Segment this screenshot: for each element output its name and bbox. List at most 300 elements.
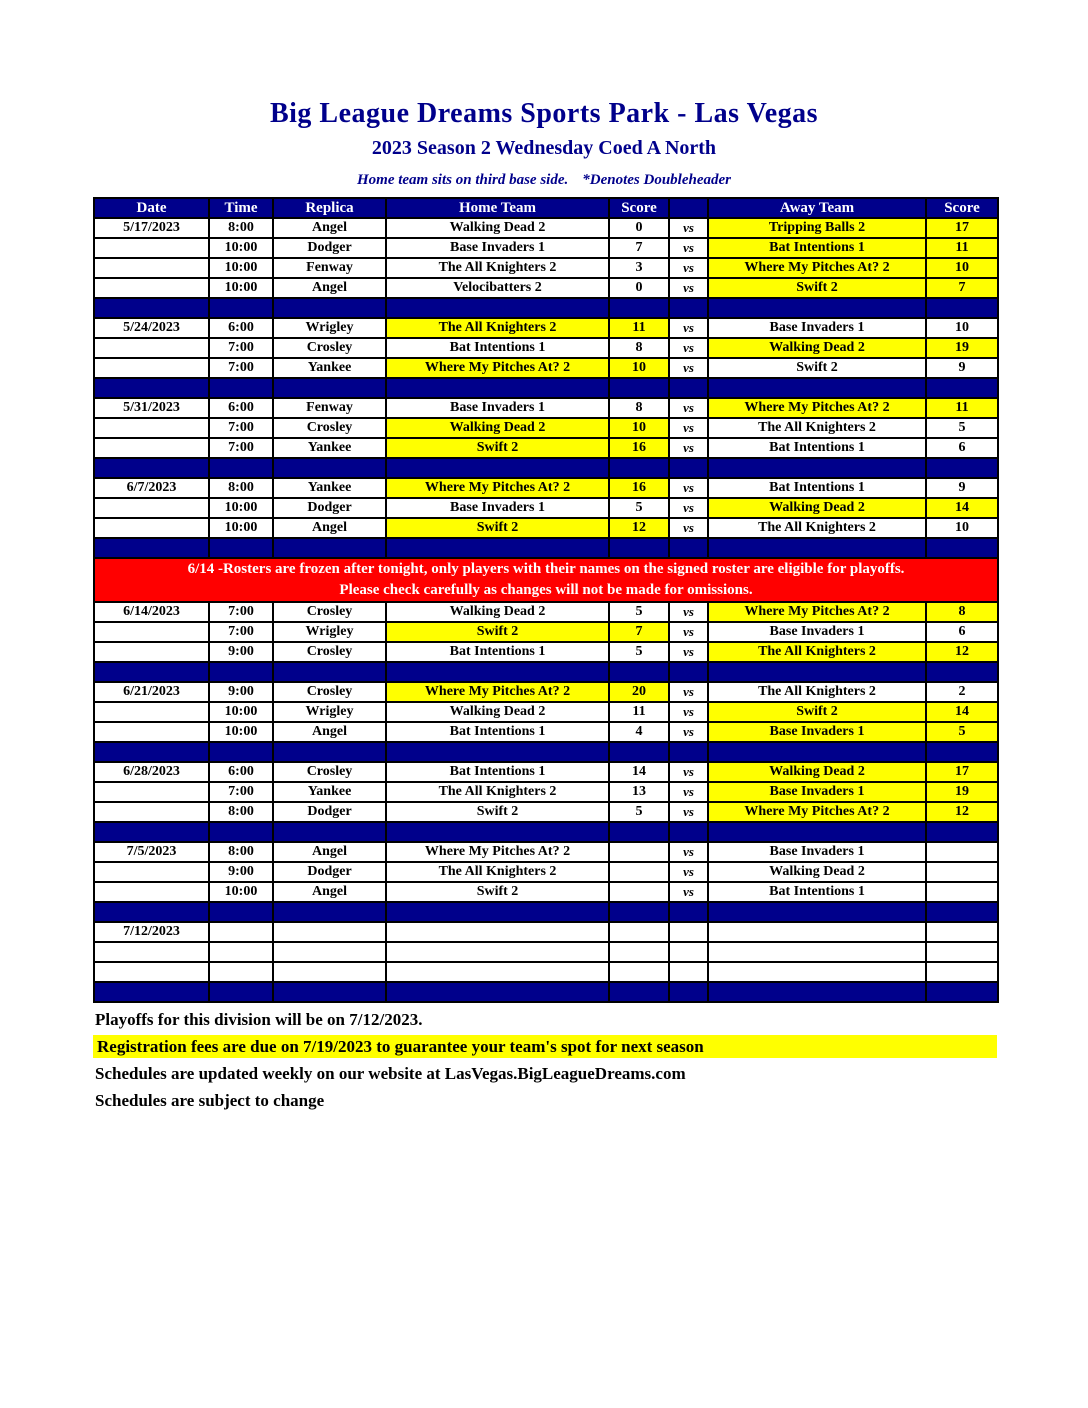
home-team-cell: Bat Intentions 1 xyxy=(386,762,609,782)
replica-cell: Yankee xyxy=(273,358,386,378)
away-team-cell: Where My Pitches At? 2 xyxy=(708,258,926,278)
replica-cell: Wrigley xyxy=(273,622,386,642)
time-cell: 7:00 xyxy=(209,782,273,802)
schedule-body xyxy=(94,218,998,1002)
vs-cell xyxy=(669,962,708,982)
home-team-cell: Base Invaders 1 xyxy=(386,398,609,418)
date-cell xyxy=(94,782,209,802)
replica-cell: Yankee xyxy=(273,478,386,498)
away-team-cell: Bat Intentions 1 xyxy=(708,882,926,902)
away-team-cell: The All Knighters 2 xyxy=(708,682,926,702)
away-score-cell: 10 xyxy=(926,318,998,338)
separator-cell xyxy=(708,982,926,1002)
away-team-cell: Walking Dead 2 xyxy=(708,762,926,782)
home-score-cell: 5 xyxy=(609,602,669,622)
separator-cell xyxy=(94,298,209,318)
game-row xyxy=(94,682,998,702)
separator-cell xyxy=(273,982,386,1002)
replica-cell: Wrigley xyxy=(273,318,386,338)
game-row xyxy=(94,338,998,358)
website-note: Schedules are updated weekly on our website at LasVegas.BigLeagueDreams.com xyxy=(95,1064,686,1083)
separator-cell xyxy=(926,902,998,922)
separator-cell xyxy=(386,538,609,558)
home-score-cell xyxy=(609,962,669,982)
separator-row xyxy=(94,982,998,1002)
vs-cell: vs xyxy=(669,862,708,882)
away-score-cell: 5 xyxy=(926,418,998,438)
separator-cell xyxy=(386,662,609,682)
away-score-cell xyxy=(926,882,998,902)
vs-cell: vs xyxy=(669,762,708,782)
away-score-cell: 9 xyxy=(926,478,998,498)
home-team-cell: Walking Dead 2 xyxy=(386,702,609,722)
separator-cell xyxy=(94,458,209,478)
away-score-cell: 6 xyxy=(926,438,998,458)
away-team-cell: Swift 2 xyxy=(708,702,926,722)
home-team-cell: Swift 2 xyxy=(386,518,609,538)
date-cell: 6/21/2023 xyxy=(94,682,209,702)
separator-cell xyxy=(273,378,386,398)
date-cell xyxy=(94,802,209,822)
home-team-cell: Swift 2 xyxy=(386,622,609,642)
separator-cell xyxy=(609,458,669,478)
home-score-cell: 16 xyxy=(609,438,669,458)
vs-cell: vs xyxy=(669,498,708,518)
date-cell: 6/14/2023 xyxy=(94,602,209,622)
separator-cell xyxy=(273,538,386,558)
separator-cell xyxy=(94,982,209,1002)
vs-cell: vs xyxy=(669,682,708,702)
replica-cell: Fenway xyxy=(273,398,386,418)
separator-cell xyxy=(94,378,209,398)
away-team-cell: Bat Intentions 1 xyxy=(708,238,926,258)
header-row xyxy=(94,198,998,218)
separator-cell xyxy=(669,378,708,398)
separator-cell xyxy=(273,902,386,922)
home-team-cell: The All Knighters 2 xyxy=(386,782,609,802)
date-cell xyxy=(94,338,209,358)
game-row xyxy=(94,498,998,518)
away-team-cell: Base Invaders 1 xyxy=(708,722,926,742)
game-row xyxy=(94,782,998,802)
date-cell xyxy=(94,642,209,662)
separator-cell xyxy=(209,822,273,842)
schedule-table xyxy=(93,197,999,1003)
away-team-cell: The All Knighters 2 xyxy=(708,518,926,538)
away-score-cell: 14 xyxy=(926,498,998,518)
home-team-cell: Swift 2 xyxy=(386,882,609,902)
home-score-cell xyxy=(609,862,669,882)
away-team-cell: Walking Dead 2 xyxy=(708,498,926,518)
away-score-cell: 11 xyxy=(926,238,998,258)
home-score-cell: 5 xyxy=(609,642,669,662)
separator-cell xyxy=(669,662,708,682)
away-score-cell: 11 xyxy=(926,398,998,418)
away-team-cell: Walking Dead 2 xyxy=(708,338,926,358)
vs-cell: vs xyxy=(669,642,708,662)
replica-cell xyxy=(273,922,386,942)
time-cell: 6:00 xyxy=(209,762,273,782)
game-row xyxy=(94,702,998,722)
separator-cell xyxy=(708,538,926,558)
separator-cell xyxy=(926,378,998,398)
away-score-cell: 10 xyxy=(926,258,998,278)
separator-cell xyxy=(708,662,926,682)
home-team-cell: The All Knighters 2 xyxy=(386,258,609,278)
date-cell: 5/24/2023 xyxy=(94,318,209,338)
replica-cell: Angel xyxy=(273,882,386,902)
game-row xyxy=(94,518,998,538)
separator-row xyxy=(94,378,998,398)
away-team-cell: Bat Intentions 1 xyxy=(708,438,926,458)
separator-row xyxy=(94,742,998,762)
away-team-cell: Base Invaders 1 xyxy=(708,782,926,802)
separator-cell xyxy=(94,662,209,682)
vs-cell: vs xyxy=(669,438,708,458)
home-score-cell: 14 xyxy=(609,762,669,782)
away-team-cell: Base Invaders 1 xyxy=(708,318,926,338)
home-team-cell: Where My Pitches At? 2 xyxy=(386,358,609,378)
column-header-away-score: Score xyxy=(926,198,998,218)
date-cell xyxy=(94,358,209,378)
away-score-cell: 7 xyxy=(926,278,998,298)
vs-cell: vs xyxy=(669,518,708,538)
home-team-cell: Bat Intentions 1 xyxy=(386,642,609,662)
replica-cell: Crosley xyxy=(273,418,386,438)
home-score-cell: 16 xyxy=(609,478,669,498)
game-row xyxy=(94,722,998,742)
time-cell: 10:00 xyxy=(209,238,273,258)
separator-cell xyxy=(609,538,669,558)
time-cell: 8:00 xyxy=(209,802,273,822)
game-row xyxy=(94,258,998,278)
column-header-home-team: Home Team xyxy=(386,198,609,218)
home-team-cell: The All Knighters 2 xyxy=(386,318,609,338)
date-cell xyxy=(94,438,209,458)
home-score-cell: 12 xyxy=(609,518,669,538)
time-cell: 10:00 xyxy=(209,702,273,722)
separator-cell xyxy=(609,378,669,398)
time-cell: 10:00 xyxy=(209,882,273,902)
away-team-cell: The All Knighters 2 xyxy=(708,418,926,438)
time-cell: 8:00 xyxy=(209,218,273,238)
home-team-cell: Where My Pitches At? 2 xyxy=(386,682,609,702)
home-score-cell: 8 xyxy=(609,398,669,418)
playoffs-note: Playoffs for this division will be on 7/12/2023. xyxy=(95,1010,423,1029)
replica-cell: Angel xyxy=(273,842,386,862)
replica-cell: Crosley xyxy=(273,602,386,622)
separator-cell xyxy=(669,538,708,558)
replica-cell xyxy=(273,962,386,982)
date-cell xyxy=(94,518,209,538)
time-cell: 8:00 xyxy=(209,478,273,498)
replica-cell: Dodger xyxy=(273,498,386,518)
page-subtitle: 2023 Season 2 Wednesday Coed A North xyxy=(371,137,717,159)
time-cell: 10:00 xyxy=(209,498,273,518)
home-team-cell xyxy=(386,962,609,982)
home-team-cell: Bat Intentions 1 xyxy=(386,338,609,358)
vs-cell: vs xyxy=(669,882,708,902)
home-score-cell: 3 xyxy=(609,258,669,278)
separator-row xyxy=(94,298,998,318)
time-cell: 10:00 xyxy=(209,722,273,742)
column-header-home-score: Score xyxy=(609,198,669,218)
separator-cell xyxy=(386,298,609,318)
away-team-cell xyxy=(708,962,926,982)
game-row xyxy=(94,922,998,942)
date-cell: 6/28/2023 xyxy=(94,762,209,782)
game-row xyxy=(94,278,998,298)
time-cell: 9:00 xyxy=(209,862,273,882)
home-score-cell xyxy=(609,942,669,962)
home-team-cell: The All Knighters 2 xyxy=(386,862,609,882)
separator-cell xyxy=(708,378,926,398)
replica-cell: Yankee xyxy=(273,782,386,802)
separator-cell xyxy=(609,742,669,762)
separator-row xyxy=(94,902,998,922)
date-cell xyxy=(94,722,209,742)
page-title: Big League Dreams Sports Park - Las Vegas xyxy=(269,98,819,129)
separator-cell xyxy=(386,458,609,478)
home-team-cell: Bat Intentions 1 xyxy=(386,722,609,742)
date-cell xyxy=(94,882,209,902)
game-row xyxy=(94,622,998,642)
column-header-vs xyxy=(669,198,708,218)
replica-cell: Crosley xyxy=(273,682,386,702)
separator-cell xyxy=(209,378,273,398)
game-row xyxy=(94,642,998,662)
replica-cell: Angel xyxy=(273,218,386,238)
time-cell: 10:00 xyxy=(209,278,273,298)
home-score-cell: 20 xyxy=(609,682,669,702)
replica-cell: Angel xyxy=(273,518,386,538)
home-score-cell: 10 xyxy=(609,358,669,378)
home-score-cell: 7 xyxy=(609,238,669,258)
away-score-cell: 17 xyxy=(926,218,998,238)
time-cell: 7:00 xyxy=(209,438,273,458)
time-cell: 7:00 xyxy=(209,418,273,438)
home-team-cell: Swift 2 xyxy=(386,802,609,822)
home-score-cell: 0 xyxy=(609,278,669,298)
home-score-cell: 4 xyxy=(609,722,669,742)
replica-cell: Fenway xyxy=(273,258,386,278)
vs-cell: vs xyxy=(669,258,708,278)
game-row xyxy=(94,862,998,882)
separator-cell xyxy=(386,902,609,922)
away-score-cell xyxy=(926,842,998,862)
separator-cell xyxy=(926,982,998,1002)
home-score-cell: 8 xyxy=(609,338,669,358)
away-score-cell xyxy=(926,862,998,882)
date-cell: 5/17/2023 xyxy=(94,218,209,238)
game-row xyxy=(94,398,998,418)
replica-cell: Dodger xyxy=(273,862,386,882)
separator-cell xyxy=(209,662,273,682)
date-cell xyxy=(94,278,209,298)
separator-cell xyxy=(386,742,609,762)
away-team-cell xyxy=(708,942,926,962)
date-cell: 6/7/2023 xyxy=(94,478,209,498)
vs-cell: vs xyxy=(669,622,708,642)
date-cell xyxy=(94,702,209,722)
game-row xyxy=(94,882,998,902)
time-cell: 9:00 xyxy=(209,642,273,662)
game-row xyxy=(94,238,998,258)
away-team-cell: Tripping Balls 2 xyxy=(708,218,926,238)
column-header-date: Date xyxy=(94,198,209,218)
time-cell: 6:00 xyxy=(209,318,273,338)
vs-cell: vs xyxy=(669,418,708,438)
separator-cell xyxy=(209,982,273,1002)
away-score-cell: 9 xyxy=(926,358,998,378)
separator-cell xyxy=(209,458,273,478)
replica-cell: Dodger xyxy=(273,238,386,258)
home-team-cell: Base Invaders 1 xyxy=(386,498,609,518)
separator-cell xyxy=(708,742,926,762)
home-team-cell: Walking Dead 2 xyxy=(386,218,609,238)
separator-cell xyxy=(708,902,926,922)
separator-cell xyxy=(94,902,209,922)
vs-cell xyxy=(669,942,708,962)
date-cell xyxy=(94,862,209,882)
separator-cell xyxy=(669,298,708,318)
date-cell: 7/5/2023 xyxy=(94,842,209,862)
separator-cell xyxy=(273,458,386,478)
date-cell xyxy=(94,622,209,642)
separator-row xyxy=(94,538,998,558)
away-score-cell: 2 xyxy=(926,682,998,702)
separator-cell xyxy=(386,982,609,1002)
away-score-cell: 19 xyxy=(926,782,998,802)
away-team-cell xyxy=(708,922,926,942)
game-row xyxy=(94,802,998,822)
date-cell xyxy=(94,942,209,962)
separator-cell xyxy=(386,378,609,398)
home-team-cell: Base Invaders 1 xyxy=(386,238,609,258)
home-score-cell: 5 xyxy=(609,802,669,822)
away-team-cell: Where My Pitches At? 2 xyxy=(708,398,926,418)
date-cell xyxy=(94,258,209,278)
date-cell: 5/31/2023 xyxy=(94,398,209,418)
roster-freeze-banner xyxy=(94,558,998,602)
away-score-cell: 17 xyxy=(926,762,998,782)
vs-cell: vs xyxy=(669,238,708,258)
home-team-note-left: Home team sits on third base side. xyxy=(356,172,569,188)
vs-cell: vs xyxy=(669,842,708,862)
away-score-cell: 10 xyxy=(926,518,998,538)
replica-cell: Dodger xyxy=(273,802,386,822)
banner-line: Please check carefully as changes will not be made for omissions. xyxy=(339,582,753,598)
home-score-cell: 11 xyxy=(609,318,669,338)
separator-cell xyxy=(209,538,273,558)
time-cell: 10:00 xyxy=(209,518,273,538)
separator-cell xyxy=(609,822,669,842)
game-row xyxy=(94,218,998,238)
home-score-cell: 11 xyxy=(609,702,669,722)
separator-cell xyxy=(273,662,386,682)
away-score-cell xyxy=(926,962,998,982)
separator-cell xyxy=(669,982,708,1002)
replica-cell: Yankee xyxy=(273,438,386,458)
home-team-cell xyxy=(386,942,609,962)
vs-cell: vs xyxy=(669,478,708,498)
column-header-away-team: Away Team xyxy=(708,198,926,218)
vs-cell xyxy=(669,922,708,942)
home-score-cell xyxy=(609,842,669,862)
vs-cell: vs xyxy=(669,602,708,622)
replica-cell: Angel xyxy=(273,278,386,298)
time-cell: 6:00 xyxy=(209,398,273,418)
separator-cell xyxy=(209,902,273,922)
separator-cell xyxy=(669,458,708,478)
away-score-cell xyxy=(926,922,998,942)
banner-row xyxy=(94,558,998,602)
away-team-cell: Base Invaders 1 xyxy=(708,842,926,862)
home-team-cell: Where My Pitches At? 2 xyxy=(386,478,609,498)
column-header-replica: Replica xyxy=(273,198,386,218)
time-cell: 7:00 xyxy=(209,338,273,358)
date-cell: 7/12/2023 xyxy=(94,922,209,942)
game-row xyxy=(94,478,998,498)
game-row xyxy=(94,762,998,782)
separator-cell xyxy=(926,538,998,558)
away-team-cell: Where My Pitches At? 2 xyxy=(708,802,926,822)
away-score-cell: 12 xyxy=(926,802,998,822)
away-team-cell: Where My Pitches At? 2 xyxy=(708,602,926,622)
separator-cell xyxy=(273,298,386,318)
home-score-cell xyxy=(609,882,669,902)
separator-cell xyxy=(609,298,669,318)
separator-row xyxy=(94,822,998,842)
replica-cell: Crosley xyxy=(273,642,386,662)
date-cell xyxy=(94,498,209,518)
separator-cell xyxy=(669,822,708,842)
home-team-cell: Velocibatters 2 xyxy=(386,278,609,298)
separator-cell xyxy=(609,902,669,922)
vs-cell: vs xyxy=(669,702,708,722)
vs-cell: vs xyxy=(669,318,708,338)
time-cell: 9:00 xyxy=(209,682,273,702)
time-cell: 7:00 xyxy=(209,622,273,642)
away-score-cell: 14 xyxy=(926,702,998,722)
time-cell xyxy=(209,962,273,982)
separator-row xyxy=(94,662,998,682)
time-cell xyxy=(209,922,273,942)
home-score-cell: 7 xyxy=(609,622,669,642)
home-team-cell: Swift 2 xyxy=(386,438,609,458)
away-score-cell xyxy=(926,942,998,962)
away-team-cell: Swift 2 xyxy=(708,358,926,378)
away-team-cell: The All Knighters 2 xyxy=(708,642,926,662)
game-row xyxy=(94,962,998,982)
separator-cell xyxy=(708,458,926,478)
separator-cell xyxy=(669,742,708,762)
separator-cell xyxy=(926,662,998,682)
separator-cell xyxy=(669,902,708,922)
date-cell xyxy=(94,418,209,438)
home-team-cell: Walking Dead 2 xyxy=(386,602,609,622)
home-team-cell: Walking Dead 2 xyxy=(386,418,609,438)
separator-cell xyxy=(273,822,386,842)
separator-cell xyxy=(926,742,998,762)
away-score-cell: 6 xyxy=(926,622,998,642)
replica-cell xyxy=(273,942,386,962)
home-score-cell: 0 xyxy=(609,218,669,238)
separator-cell xyxy=(386,822,609,842)
banner-line: 6/14 -Rosters are frozen after tonight, only players with their names on the signed roster are eligible for playoffs. xyxy=(187,561,905,577)
home-score-cell xyxy=(609,922,669,942)
home-team-cell xyxy=(386,922,609,942)
